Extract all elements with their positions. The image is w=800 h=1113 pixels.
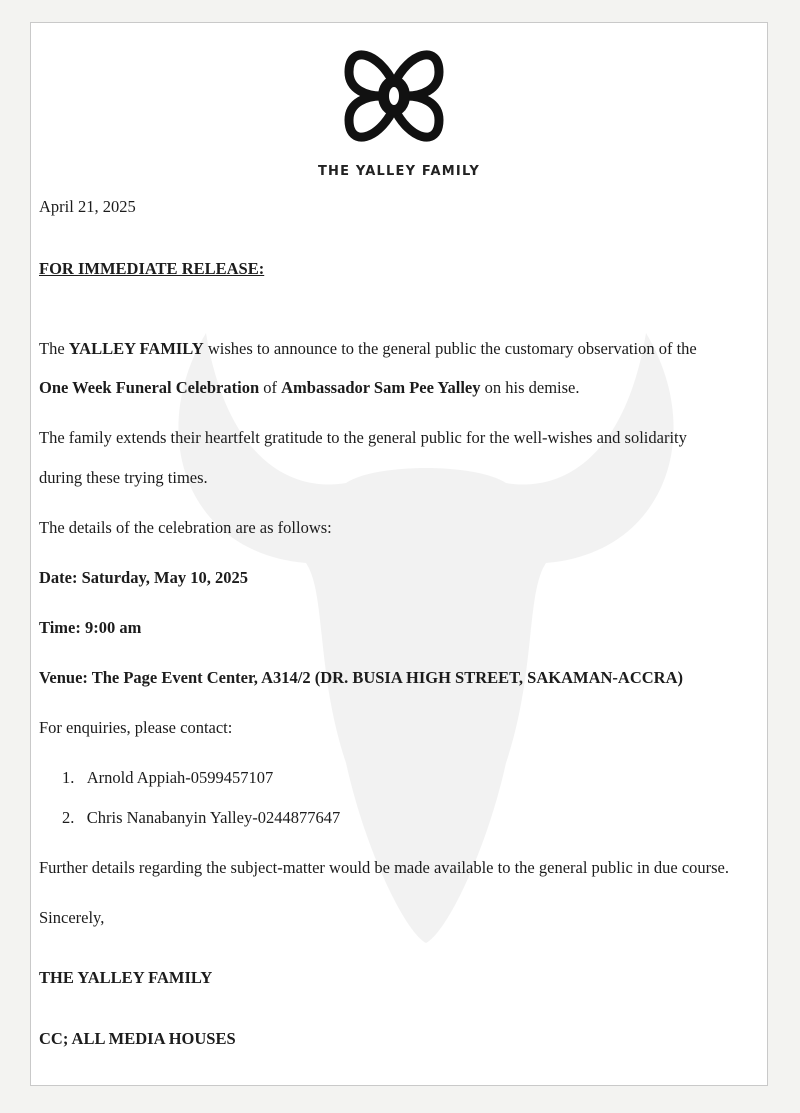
paragraph2-line2: during these trying times. xyxy=(39,468,208,487)
letter-page xyxy=(30,22,768,1086)
list-item: 2. Chris Nanabanyin Yalley-0244877647 xyxy=(62,808,341,827)
details-intro: The details of the celebration are as follows: xyxy=(39,518,332,537)
further-details: Further details regarding the subject-matter would be made available to the general public in due course. xyxy=(39,858,730,877)
paragraph2-line1: The family extends their heartfelt gratitude to the general public for the well-wishes and solidarity xyxy=(39,428,687,447)
signature: THE YALLEY FAMILY xyxy=(39,968,213,987)
paragraph1-line1: The YALLEY FAMILY wishes to announce to the general public the customary observation of the xyxy=(39,339,697,358)
event-time: Time: 9:00 am xyxy=(39,618,142,637)
letter-date: April 21, 2025 xyxy=(39,197,136,216)
paragraph1-line2: One Week Funeral Celebration of Ambassador Sam Pee Yalley on his demise. xyxy=(39,378,580,397)
family-logo-icon xyxy=(341,38,447,154)
cc-line: CC; ALL MEDIA HOUSES xyxy=(39,1029,236,1048)
event-date: Date: Saturday, May 10, 2025 xyxy=(39,568,248,587)
list-item: 1. Arnold Appiah-0599457107 xyxy=(62,768,274,787)
enquiries-intro: For enquiries, please contact: xyxy=(39,718,233,737)
closing: Sincerely, xyxy=(39,908,105,927)
organization-name: THE YALLEY FAMILY xyxy=(317,164,481,179)
release-heading: FOR IMMEDIATE RELEASE: xyxy=(39,259,265,278)
event-venue: Venue: The Page Event Center, A314/2 (DR. BUSIA HIGH STREET, SAKAMAN-ACCRA) xyxy=(39,668,683,687)
